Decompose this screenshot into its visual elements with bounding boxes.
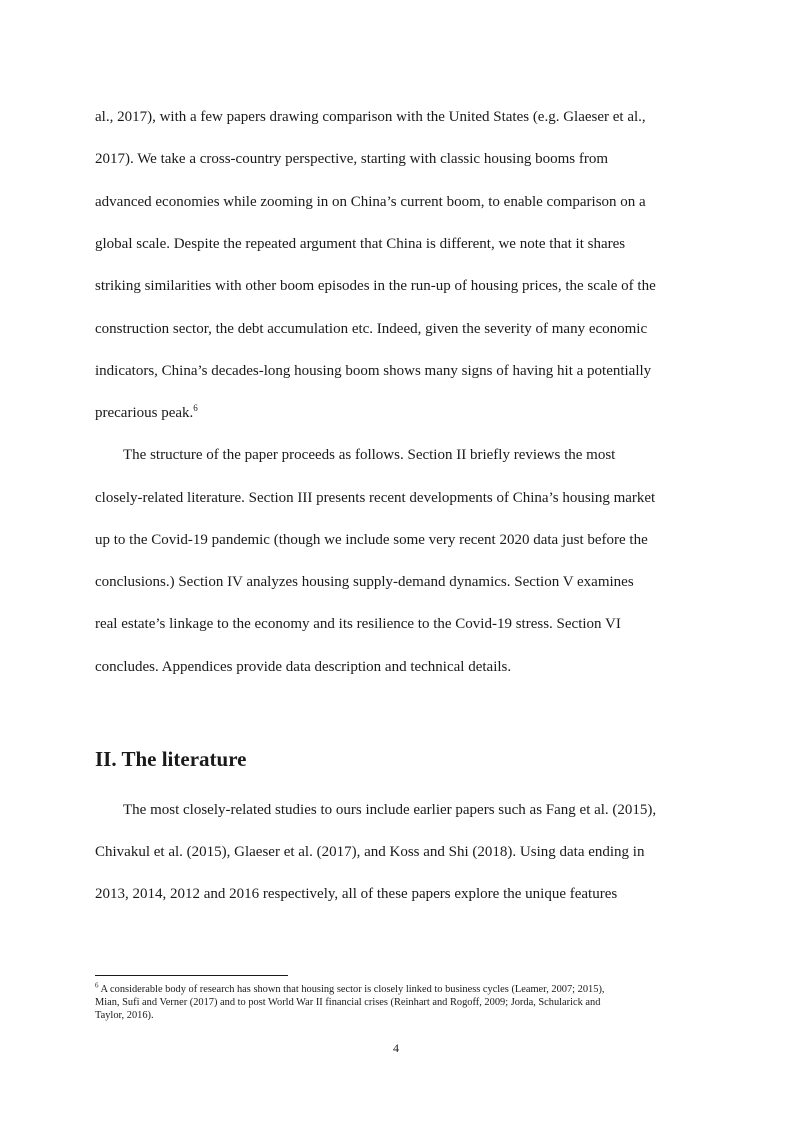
page-number: 4 — [393, 1041, 399, 1055]
body-text-line: The structure of the paper proceeds as follows. Section II briefly reviews the most — [123, 447, 616, 463]
footnote-reference[interactable]: 6 — [193, 403, 198, 413]
body-text-line: advanced economies while zooming in on China’s current boom, to enable comparison on a — [95, 194, 646, 210]
body-text-line: construction sector, the debt accumulation etc. Indeed, given the severity of many economic — [95, 321, 648, 337]
footnote-text-fragment: A considerable body of research has shown that housing sector is closely linked to business cycles (Leamer, 2007; 2015), — [98, 984, 605, 995]
body-text-fragment: precarious peak. — [95, 405, 194, 421]
body-text-line: conclusions.) Section IV analyzes housing supply-demand dynamics. Section V examines — [95, 574, 634, 590]
body-text-line: global scale. Despite the repeated argument that China is different, we note that it shares — [95, 236, 626, 252]
body-text-line: al., 2017), with a few papers drawing comparison with the United States (e.g. Glaeser et al., — [95, 109, 646, 125]
body-text-line: striking similarities with other boom episodes in the run-up of housing prices, the scale of the — [95, 278, 656, 294]
body-text-line — [95, 403, 198, 423]
footnote-text-line: Taylor, 2016). — [95, 1010, 154, 1021]
body-text-line: Chivakul et al. (2015), Glaeser et al. (2017), and Koss and Shi (2018). Using data ending in — [95, 844, 645, 860]
body-text-line: 2013, 2014, 2012 and 2016 respectively, all of these papers explore the unique features — [95, 886, 618, 902]
body-text-line: concludes. Appendices provide data description and technical details. — [95, 659, 512, 675]
body-text-line: The most closely-related studies to ours include earlier papers such as Fang et al. (2015), — [123, 802, 657, 818]
footnote-number: 6 — [95, 981, 99, 990]
body-text-line: 2017). We take a cross-country perspective, starting with classic housing booms from — [95, 151, 608, 167]
footnote-text-line — [95, 983, 605, 996]
footnote-text-line: Mian, Sufi and Verner (2017) and to post World War II financial crises (Reinhart and Rogoff, 2009; Jorda, Schularick and — [95, 997, 601, 1008]
footnote-separator — [95, 975, 288, 976]
body-text-line: indicators, China’s decades-long housing boom shows many signs of having hit a potentially — [95, 363, 652, 379]
body-text-line: up to the Covid-19 pandemic (though we include some very recent 2020 data just before the — [95, 532, 648, 548]
section-heading: II. The literature — [95, 747, 247, 771]
body-text-line: closely-related literature. Section III presents recent developments of China’s housing market — [95, 490, 656, 506]
body-text-line: real estate’s linkage to the economy and its resilience to the Covid-19 stress. Section VI — [95, 616, 621, 632]
